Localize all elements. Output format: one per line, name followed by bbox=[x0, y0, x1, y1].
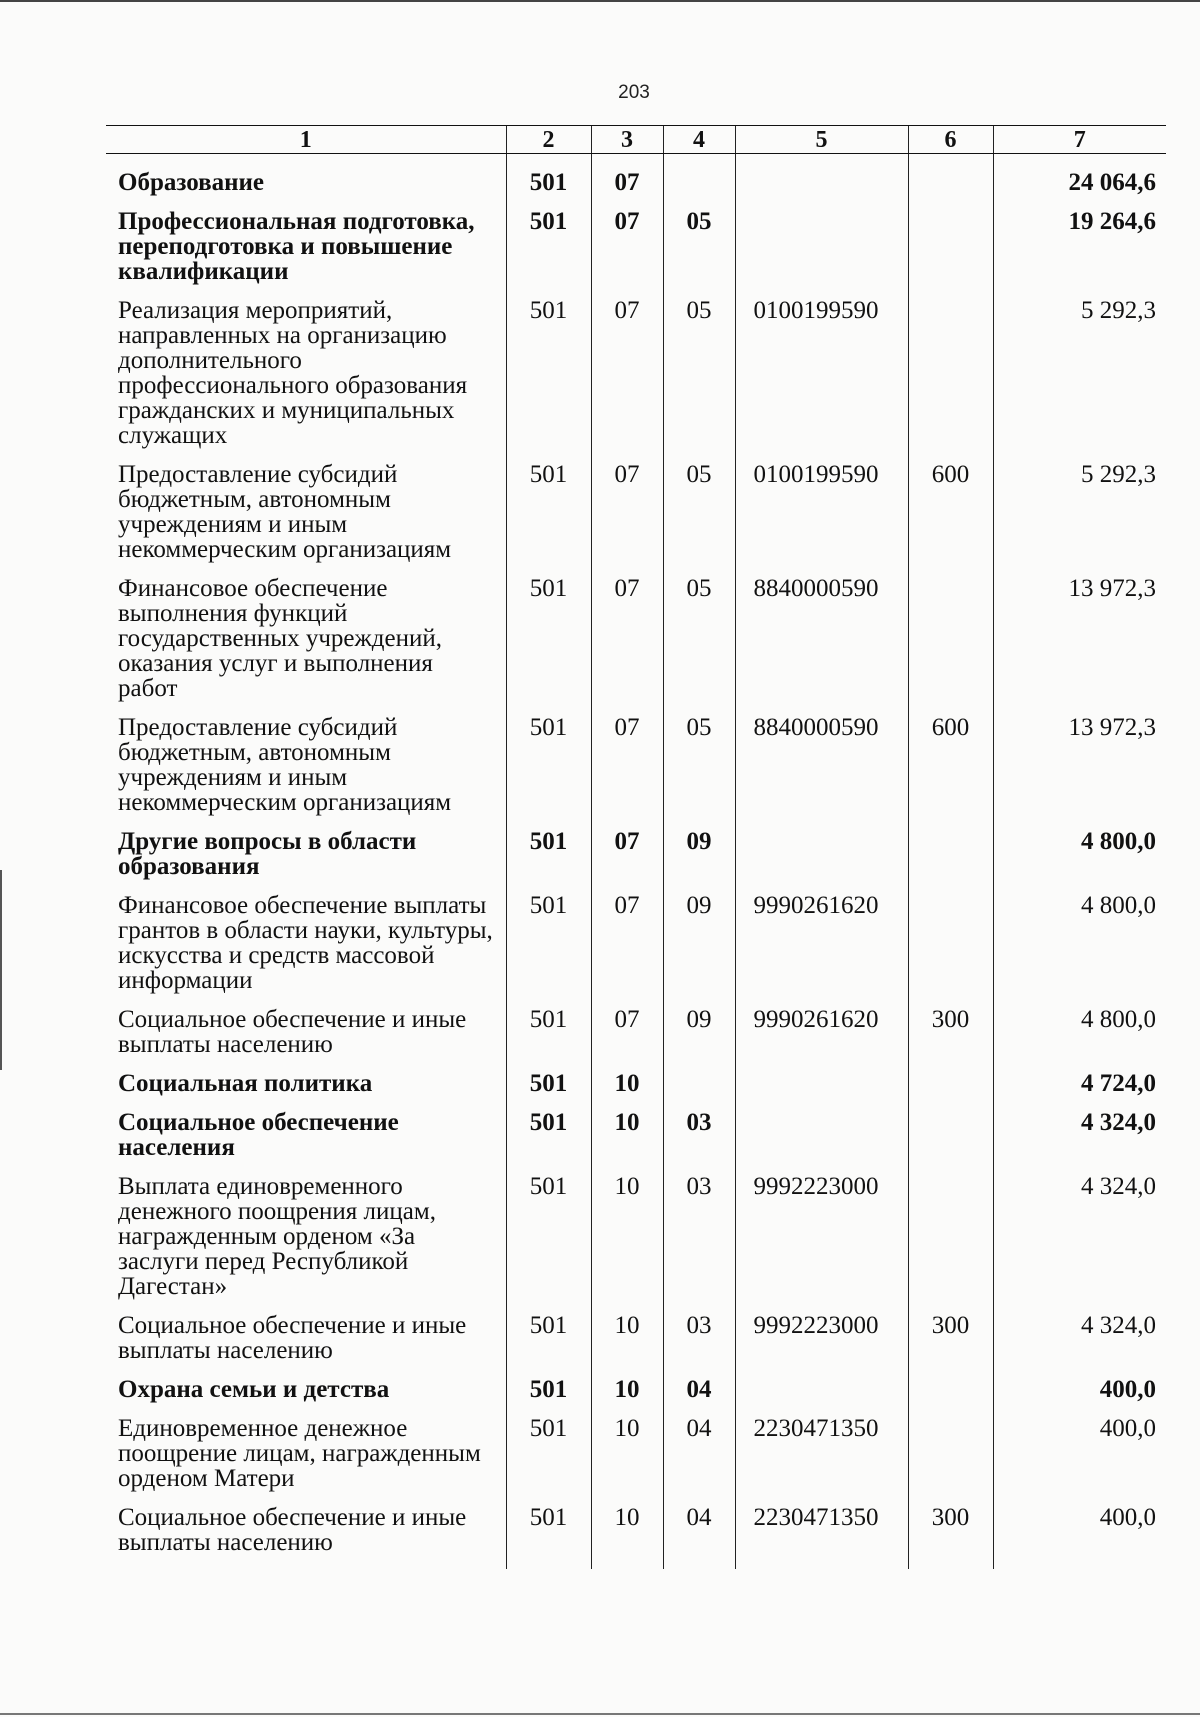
row-code-target: 0100199590 bbox=[735, 462, 908, 576]
row-code-section: 10 bbox=[591, 1313, 663, 1377]
row-code-subsection: 04 bbox=[663, 1416, 735, 1505]
row-code-section: 07 bbox=[591, 893, 663, 1007]
row-name: Предоставление субсидий бюджетным, автономным учреждениям и иным некоммерческим организациям bbox=[118, 714, 452, 816]
row-code-subsection: 05 bbox=[663, 576, 735, 715]
row-code-subsection: 05 bbox=[663, 209, 735, 298]
row-code-ministry: 501 bbox=[506, 209, 591, 298]
column-header-3: 3 bbox=[591, 126, 663, 154]
column-header-2: 2 bbox=[506, 126, 591, 154]
row-code-section: 07 bbox=[591, 462, 663, 576]
row-amount: 24 064,6 bbox=[993, 154, 1166, 210]
row-code-section: 10 bbox=[591, 1174, 663, 1313]
row-name: Социальное обеспечение и иные выплаты населению bbox=[118, 1504, 467, 1556]
budget-table bbox=[106, 125, 1166, 1569]
header-row bbox=[106, 126, 1166, 154]
row-code-section: 10 bbox=[591, 1071, 663, 1110]
row-code-ministry: 501 bbox=[506, 1174, 591, 1313]
row-code-ministry: 501 bbox=[506, 154, 591, 210]
row-code-section: 07 bbox=[591, 209, 663, 298]
row-code-expense-type: 600 bbox=[908, 715, 993, 829]
row-name: Охрана семьи и детства bbox=[118, 1376, 390, 1403]
row-code-target: 9990261620 bbox=[735, 1007, 908, 1071]
row-code-ministry: 501 bbox=[506, 462, 591, 576]
row-code-section: 10 bbox=[591, 1416, 663, 1505]
row-code-target: 8840000590 bbox=[735, 715, 908, 829]
row-amount: 5 292,3 bbox=[993, 462, 1166, 576]
row-code-expense-type: 600 bbox=[908, 462, 993, 576]
row-amount: 13 972,3 bbox=[993, 715, 1166, 829]
row-amount: 4 800,0 bbox=[993, 1007, 1166, 1071]
row-code-target bbox=[735, 829, 908, 893]
row-code-target bbox=[735, 1110, 908, 1174]
table-row bbox=[106, 715, 1166, 829]
row-code-expense-type bbox=[908, 1174, 993, 1313]
row-code-ministry: 501 bbox=[506, 298, 591, 462]
row-code-section: 10 bbox=[591, 1110, 663, 1174]
row-name: Предоставление субсидий бюджетным, автономным учреждениям и иным некоммерческим организациям bbox=[118, 461, 452, 563]
row-code-ministry: 501 bbox=[506, 829, 591, 893]
table-row bbox=[106, 1505, 1166, 1569]
row-code-section: 07 bbox=[591, 1007, 663, 1071]
row-name: Образование bbox=[118, 169, 265, 196]
row-code-subsection: 04 bbox=[663, 1505, 735, 1569]
row-code-expense-type: 300 bbox=[908, 1313, 993, 1377]
row-amount: 5 292,3 bbox=[993, 298, 1166, 462]
column-header-1: 1 bbox=[106, 126, 506, 154]
row-code-subsection: 03 bbox=[663, 1110, 735, 1174]
row-name: Выплата единовременного денежного поощрения лицам, награжденным орденом «За заслуги перед Республикой Дагестан» bbox=[118, 1173, 436, 1300]
row-code-subsection: 09 bbox=[663, 829, 735, 893]
row-code-expense-type bbox=[908, 1110, 993, 1174]
row-code-expense-type bbox=[908, 829, 993, 893]
row-code-ministry: 501 bbox=[506, 1110, 591, 1174]
table-row bbox=[106, 154, 1166, 210]
row-code-ministry: 501 bbox=[506, 1377, 591, 1416]
row-code-target bbox=[735, 154, 908, 210]
column-header-4: 4 bbox=[663, 126, 735, 154]
table-row bbox=[106, 1416, 1166, 1505]
row-code-expense-type bbox=[908, 1377, 993, 1416]
row-code-expense-type bbox=[908, 1071, 993, 1110]
left-scan-edge bbox=[0, 870, 2, 1070]
row-name: Единовременное денежное поощрение лицам, награжденным орденом Матери bbox=[118, 1415, 481, 1492]
row-code-target: 0100199590 bbox=[735, 298, 908, 462]
row-amount: 400,0 bbox=[993, 1377, 1166, 1416]
row-amount: 19 264,6 bbox=[993, 209, 1166, 298]
row-amount: 4 324,0 bbox=[993, 1174, 1166, 1313]
table-row bbox=[106, 893, 1166, 1007]
row-code-expense-type bbox=[908, 209, 993, 298]
row-code-ministry: 501 bbox=[506, 1505, 591, 1569]
row-amount: 13 972,3 bbox=[993, 576, 1166, 715]
row-amount: 4 324,0 bbox=[993, 1110, 1166, 1174]
row-code-ministry: 501 bbox=[506, 1071, 591, 1110]
table-row bbox=[106, 1174, 1166, 1313]
row-code-expense-type bbox=[908, 154, 993, 210]
row-amount: 400,0 bbox=[993, 1416, 1166, 1505]
row-code-ministry: 501 bbox=[506, 893, 591, 1007]
table-row bbox=[106, 576, 1166, 715]
table-row bbox=[106, 1313, 1166, 1377]
table-row bbox=[106, 209, 1166, 298]
column-header-5: 5 bbox=[735, 126, 908, 154]
row-code-subsection: 04 bbox=[663, 1377, 735, 1416]
row-code-expense-type bbox=[908, 298, 993, 462]
row-name: Реализация мероприятий, направленных на организацию дополнительного профессионального образования гражданских и муниципальных служащих bbox=[118, 297, 468, 449]
row-code-target bbox=[735, 209, 908, 298]
row-name: Социальное обеспечение и иные выплаты населению bbox=[118, 1006, 467, 1058]
page-number: 203 bbox=[618, 82, 650, 103]
row-name: Другие вопросы в области образования bbox=[118, 828, 417, 880]
row-amount: 400,0 bbox=[993, 1505, 1166, 1569]
row-code-expense-type: 300 bbox=[908, 1505, 993, 1569]
row-name: Социальная политика bbox=[118, 1070, 373, 1097]
row-code-target bbox=[735, 1377, 908, 1416]
row-code-section: 07 bbox=[591, 715, 663, 829]
row-amount: 4 800,0 bbox=[993, 829, 1166, 893]
table-row bbox=[106, 1071, 1166, 1110]
row-code-ministry: 501 bbox=[506, 1416, 591, 1505]
row-code-subsection: 05 bbox=[663, 298, 735, 462]
row-code-subsection: 05 bbox=[663, 715, 735, 829]
row-code-section: 07 bbox=[591, 829, 663, 893]
row-name: Социальное обеспечение и иные выплаты населению bbox=[118, 1312, 467, 1364]
row-code-subsection: 05 bbox=[663, 462, 735, 576]
column-header-7: 7 bbox=[993, 126, 1166, 154]
row-name: Социальное обеспечение населения bbox=[118, 1109, 399, 1161]
row-code-subsection: 03 bbox=[663, 1313, 735, 1377]
row-code-subsection: 03 bbox=[663, 1174, 735, 1313]
row-code-section: 10 bbox=[591, 1505, 663, 1569]
row-code-target: 2230471350 bbox=[735, 1505, 908, 1569]
row-name: Финансовое обеспечение выполнения функций государственных учреждений, оказания услуг и выполнения работ bbox=[118, 575, 442, 702]
row-code-section: 07 bbox=[591, 154, 663, 210]
table-row bbox=[106, 298, 1166, 462]
row-code-target: 9992223000 bbox=[735, 1313, 908, 1377]
row-code-subsection bbox=[663, 154, 735, 210]
row-code-subsection: 09 bbox=[663, 1007, 735, 1071]
row-code-ministry: 501 bbox=[506, 715, 591, 829]
row-code-ministry: 501 bbox=[506, 1007, 591, 1071]
row-code-target: 9990261620 bbox=[735, 893, 908, 1007]
row-code-expense-type bbox=[908, 576, 993, 715]
row-code-subsection bbox=[663, 1071, 735, 1110]
row-amount: 4 724,0 bbox=[993, 1071, 1166, 1110]
row-code-section: 07 bbox=[591, 298, 663, 462]
table-row bbox=[106, 829, 1166, 893]
bottom-scan-rule bbox=[0, 1713, 1200, 1715]
row-code-section: 10 bbox=[591, 1377, 663, 1416]
table-row bbox=[106, 1007, 1166, 1071]
row-code-expense-type bbox=[908, 893, 993, 1007]
table-row bbox=[106, 462, 1166, 576]
row-amount: 4 324,0 bbox=[993, 1313, 1166, 1377]
row-code-target: 9992223000 bbox=[735, 1174, 908, 1313]
column-header-6: 6 bbox=[908, 126, 993, 154]
table-row bbox=[106, 1377, 1166, 1416]
row-code-expense-type: 300 bbox=[908, 1007, 993, 1071]
row-code-subsection: 09 bbox=[663, 893, 735, 1007]
table-row bbox=[106, 1110, 1166, 1174]
row-name: Финансовое обеспечение выплаты грантов в области науки, культуры, искусства и средств массовой информации bbox=[118, 892, 493, 994]
row-name: Профессиональная подготовка, переподготовка и повышение квалификации bbox=[118, 208, 475, 285]
row-code-expense-type bbox=[908, 1416, 993, 1505]
row-code-target: 8840000590 bbox=[735, 576, 908, 715]
row-amount: 4 800,0 bbox=[993, 893, 1166, 1007]
row-code-ministry: 501 bbox=[506, 576, 591, 715]
row-code-section: 07 bbox=[591, 576, 663, 715]
top-scan-rule bbox=[0, 0, 1200, 2]
row-code-target: 2230471350 bbox=[735, 1416, 908, 1505]
row-code-ministry: 501 bbox=[506, 1313, 591, 1377]
row-code-target bbox=[735, 1071, 908, 1110]
